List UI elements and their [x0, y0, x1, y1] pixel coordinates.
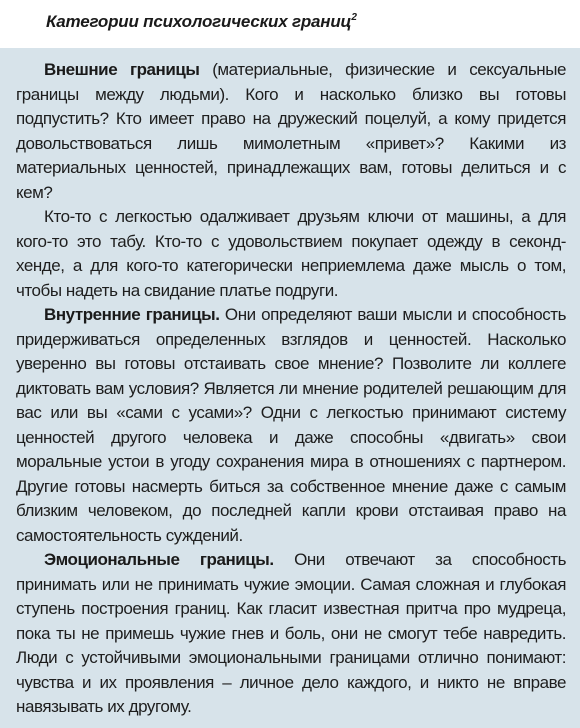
paragraph-internal [16, 303, 566, 548]
heading-title-text: Категории психологических границ [46, 12, 352, 31]
term-external: Внешние границы [44, 60, 200, 79]
paragraph-text: Они отвечают за способность принимать или не принимать чужие эмоции. Самая сложная и глубокая ступень построения границ. Как гласит известная притча про мудреца, пока ты не примешь чужие гнев и боль, они не смогут тебе навредить. Люди с устойчивыми эмоциональными границами отлично понимают: чувства и их проявления – личное дело каждого, и никто не вправе навязывать их другому. [16, 550, 567, 716]
content-box [0, 48, 580, 728]
paragraph-external [16, 58, 566, 205]
footnote-marker: 2 [351, 12, 357, 23]
paragraph-text: (материальные, физические и сексуальные границы между людьми). Кого и насколько близко вы готовы подпустить? Кто имеет право на дружеский поцелуй, а кому придется довольствоваться лишь мимолетным «привет»? Какими из материальных ценностей, принадлежащих вам, готовы делиться и с кем? [16, 60, 566, 202]
section-heading [0, 0, 580, 48]
paragraph-emotional [16, 548, 566, 720]
paragraph-text: Кто-то с легкостью одалживает друзьям ключи от машины, а для кого-то это табу. Кто-то с удовольствием покупает одежду в секонд-хенде, а для кого-то категорически неприемлема даже мысль о том, чтобы надеть на свидание платье подруги. [16, 207, 566, 300]
term-emotional: Эмоциональные границы. [44, 550, 274, 569]
paragraph-text: Они определяют ваши мысли и способность придерживаться определенных взглядов и ценностей. Насколько уверенно вы готовы отстаивать свое мнение? Позволите ли коллеге диктовать вам условия? Является ли мнение родителей решающим для вас или вы «сами с усами»? Одни с легкостью принимают систему ценностей другого человека и даже способны «двигать» свои моральные устои в угоду сохранения мира в отношениях с партнером. Другие готовы насмерть биться за собственное мнение даже с самым близким человеком, до последней капли крови отстаивая право на самостоятельность суждений. [16, 305, 566, 545]
paragraph-examples [16, 205, 566, 303]
term-internal: Внутренние границы. [44, 305, 220, 324]
heading-title [46, 12, 357, 32]
